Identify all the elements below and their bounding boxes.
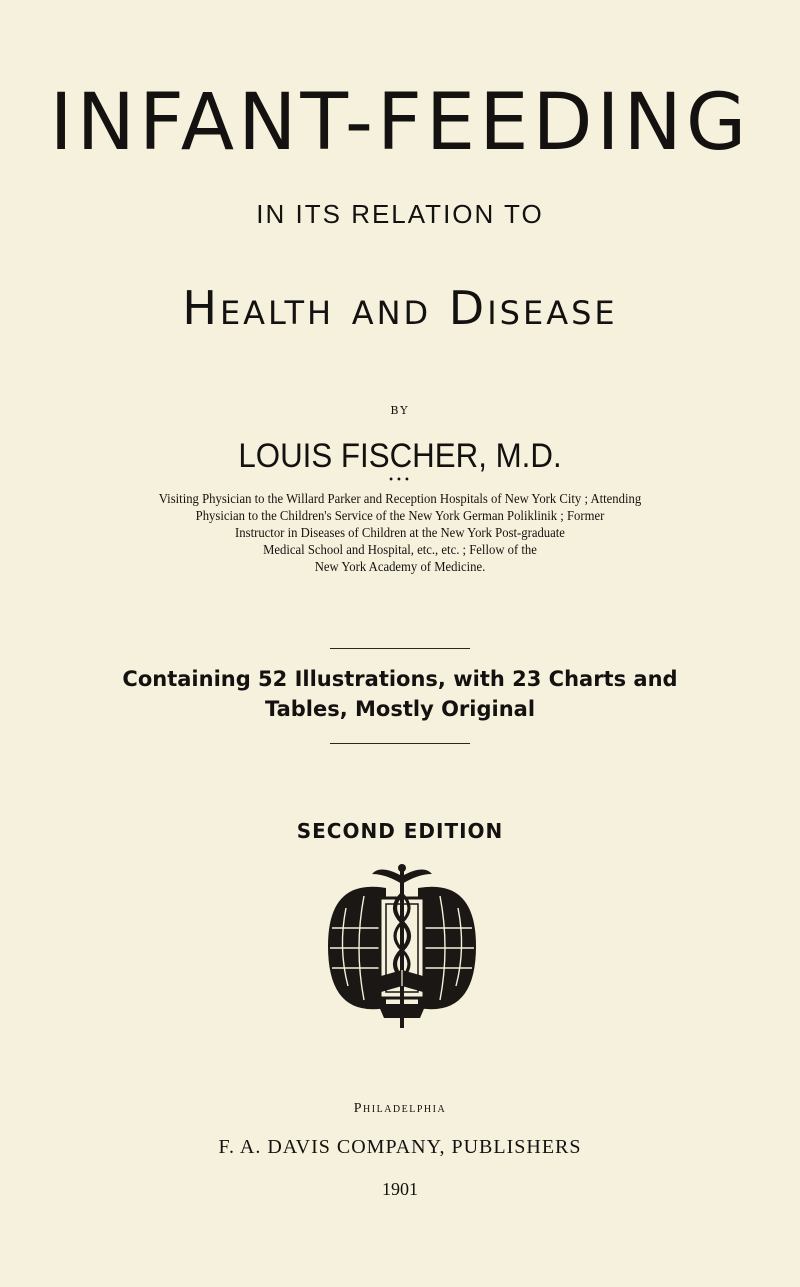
credentials-line: Physician to the Children's Service of the New York German Poliklinik ; Former [195,508,605,523]
contents-statement [0,664,800,724]
ornament-dots: ••• [388,475,412,486]
book-subtitle: Health and Disease [182,281,618,335]
publisher-name: F. A. DAVIS COMPANY, PUBLISHERS [218,1136,582,1158]
contents-line: Tables, Mostly Original [264,697,536,721]
divider-rule [330,648,470,649]
divider-rule [330,743,470,744]
author-credentials [24,490,776,575]
by-label: BY [390,404,410,417]
publication-city: Philadelphia [353,1101,447,1116]
credentials-line: New York Academy of Medicine. [314,559,486,574]
contents-line: Containing 52 Illustrations, with 23 Charts and [122,667,678,691]
publication-year: 1901 [382,1179,418,1199]
book-title: INFANT-FEEDING [49,78,751,168]
publisher-emblem-icon [308,858,496,1038]
credentials-line: Medical School and Hospital, etc., etc. ; Fellow of the [263,542,537,557]
credentials-line: Visiting Physician to the Willard Parker and Reception Hospitals of New York City ; Attending [158,491,642,506]
credentials-line: Instructor in Diseases of Children at the New York Post-graduate [235,525,565,540]
author-name: LOUIS FISCHER, M.D. [238,437,562,475]
edition-label: SECOND EDITION [296,819,504,843]
title-connector: IN ITS RELATION TO [256,199,544,229]
